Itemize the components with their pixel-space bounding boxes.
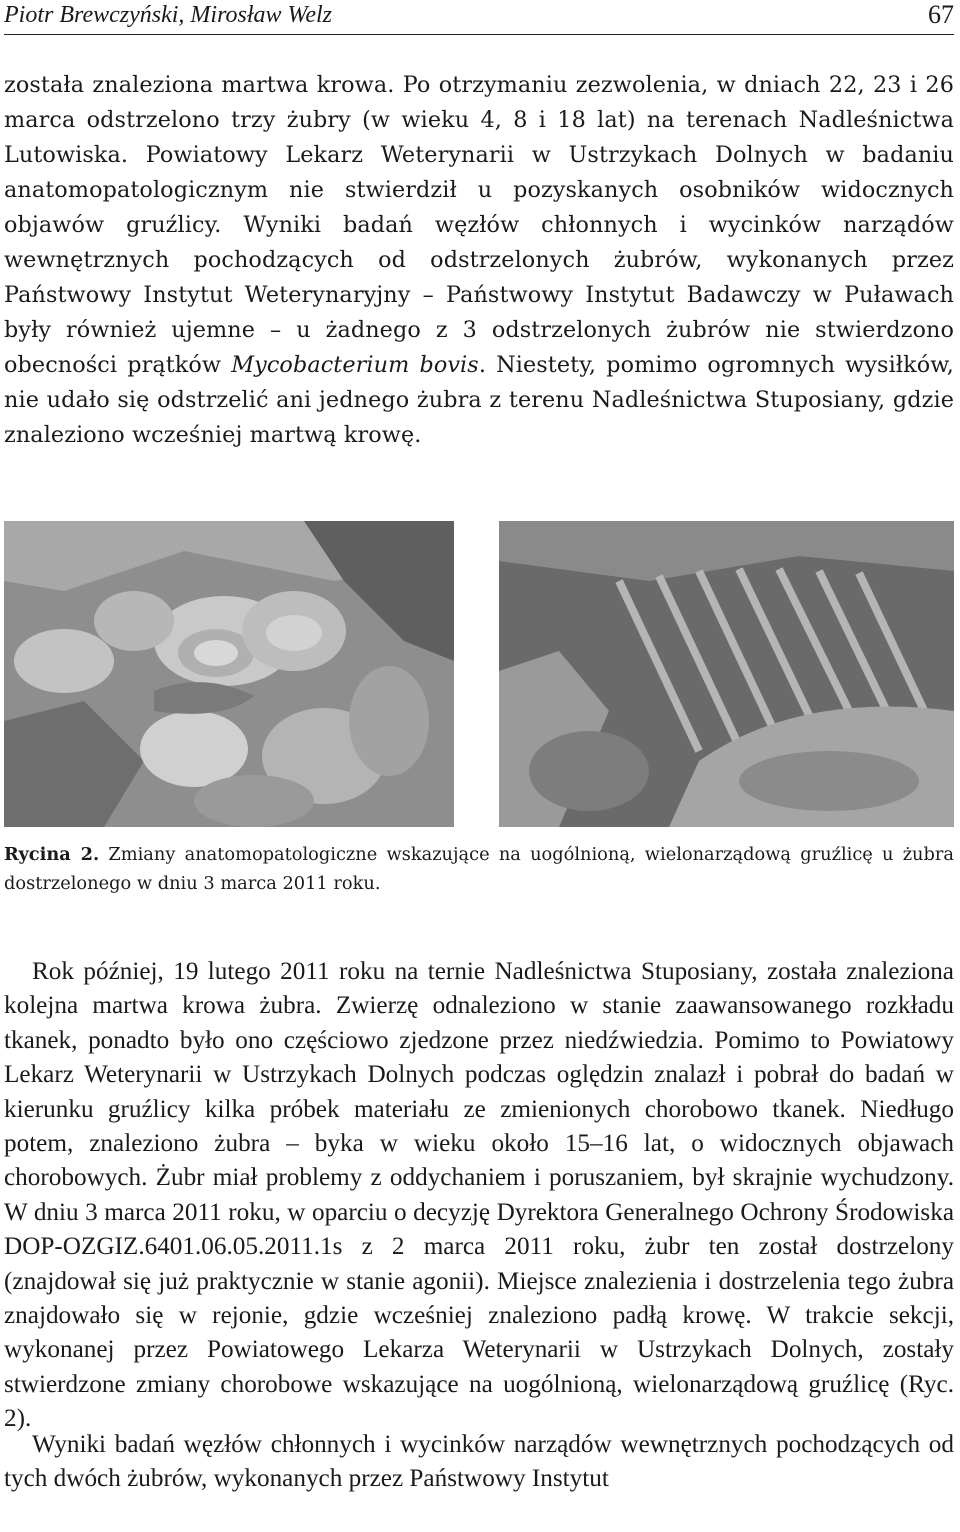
paragraph-1-text-a: została znaleziona martwa krowa. Po otrzymaniu zezwolenia, w dniach 22, 23 i 26 marca odstrzelono trzy żubry (w wieku 4, 8 i 18 lat) na terenach Nadleśnictwa Lutowiska. Powiatowy Lekarz Weterynarii w Ustrzykach Dolnych w badaniu anatomopatologicznym nie stwierdził u pozyskanych osobników widocznych objawów gruźlicy. Wyniki badań węzłów chłonnych i wycinków narządów wewnętrznych pochodzących od odstrzelonych żubrów, wykonanych przez Państwowy Instytut Weterynaryjny – Państwowy Instytut Badawczy w Puławach były również ujemne – u żadnego z 3 odstrzelonych żubrów nie stwierdzono obecności prątków (4, 72, 954, 378)
figure-caption-text: Zmiany anatomopatologiczne wskazujące na uogólnioną, wielonarządową gruźlicę u żubra dostrzelonego w dniu 3 marca 2011 roku. (4, 844, 954, 894)
running-header (4, 0, 954, 35)
running-header-authors: Piotr Brewczyński, Mirosław Welz (4, 2, 332, 28)
species-name: Mycobacterium bovis (231, 352, 479, 378)
figure-caption (4, 840, 954, 898)
page-number: 67 (928, 0, 954, 29)
paragraph-1-text-b: . Niestety, pomimo ogromnych wysiłków, nie udało się odstrzelić ani jednego żubra z terenu Nadleśnictwa Stuposiany, gdzie znaleziono wcześniej martwą krowę. (4, 352, 954, 448)
body-paragraph-3: Wyniki badań węzłów chłonnych i wycinków narządów wewnętrznych pochodzących od tych dwóch żubrów, wykonanych przez Państwowy Instytut (4, 1431, 954, 1493)
figure-photo-lymph-nodes (4, 521, 454, 827)
figure-photo-thoracic-cavity (499, 521, 954, 827)
figure-caption-label: Rycina 2. (4, 844, 100, 865)
body-paragraph-2: Rok później, 19 lutego 2011 roku na ternie Nadleśnictwa Stuposiany, została znaleziona kolejna martwa krowa żubra. Zwierzę odnaleziono w stanie zaawansowanego rozkładu tkanek, ponadto było ono częściowo zjedzone przez niedźwiedzia. Pomimo to Powiatowy Lekarz Weterynarii w Ustrzykach Dolnych podczas oględzin znalazł i pobrał do badań w kierunku gruźlicy kilka próbek materiału ze zmienionych chorobowo tkanek. Niedługo potem, znaleziono żubra – byka w wieku około 15–16 lat, o widocznych objawach chorobowych. Żubr miał problemy z oddychaniem i poruszaniem, był skrajnie wychudzony. W dniu 3 marca 2011 roku, w oparciu o decyzję Dyrektora Generalnego Ochrony Środowiska DOP-OZGIZ.6401.06.05.2011.1s z 2 marca 2011 roku, żubr ten został dostrzelony (znajdował się już praktycznie w stanie agonii). Miejsce znalezienia i dostrzelenia tego żubra znajdowało się w rejonie, gdzie wcześniej znaleziono padłą krowę. W trakcie sekcji, wykonanej przez Powiatowego Lekarza Weterynarii w Ustrzykach Dolnych, zostały stwierdzone zmiany chorobowe wskazujące na uogólnioną, wielonarządową gruźlicę (Ryc. 2). (4, 958, 954, 1433)
body-paragraph-1 (4, 68, 954, 453)
figure-2 (4, 521, 954, 827)
